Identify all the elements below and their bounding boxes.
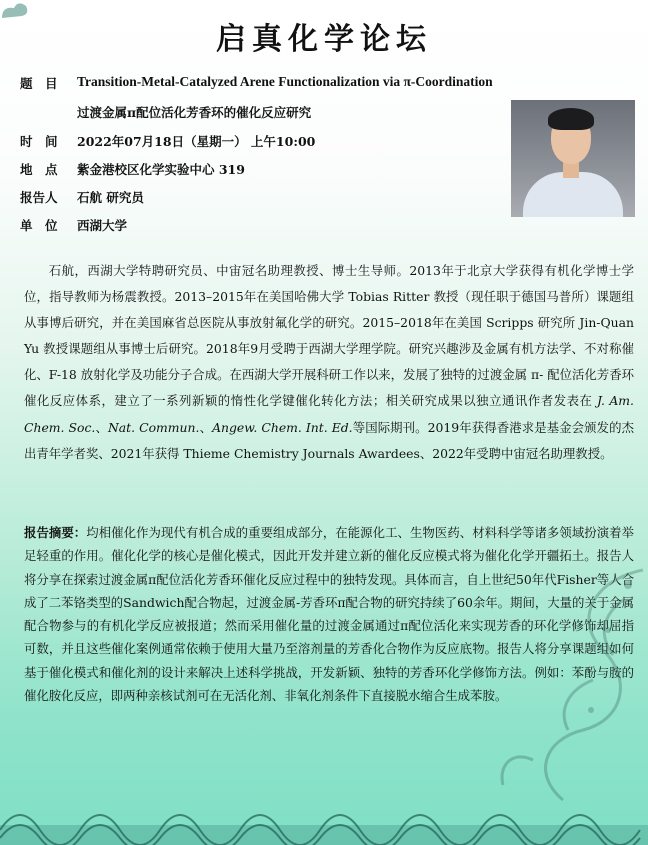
abstract-body: 均相催化作为现代有机合成的重要组成部分，在能源化工、生物医药、材料科学等诸多领域扮演着举足轻重的作用。催化化学的核心是催化模式，因此开发并建立新的催化反应模式将为催化化学开疆拓土。报告人将分享在探索过渡金属π配位活化芳香环催化反应过程中的独特发现。具体而言，自上世纪50年代Fisher等人合成了二苯铬类型的Sandwich配合物起，过渡金属-芳香环π配合物的研究持续了60余年。期间，大量的关于金属配合物参与的有机化学反应被报道；然而采用催化量的过渡金属通过π配位活化来实现芳香的环化学修饰却屈指可数，并且这些催化案例通常依赖于使用大量乃至溶剂量的芳香化合物作为反应底物。报告人将分享课题组如何基于催化模式和催化剂的设计来解决上述科学挑战，开发新颖、独特的芳香环化学修饰方法。例如：苯酚与胺的催化胺化反应，即两种亲核试剂可在无活化剂、非氧化剂条件下直接脱水缩合生成苯胺。 (24, 525, 635, 704)
report-abstract (24, 521, 634, 707)
speaker-bio (24, 258, 634, 467)
topic-label: 题 目 (20, 76, 58, 91)
place-label: 地 点 (20, 162, 58, 177)
wave-border-decoration (0, 790, 648, 845)
journal-nat-commun: Nat. Commun. (107, 419, 200, 435)
time-value: 2022年07月18日（星期一） 上午10:00 (77, 134, 316, 149)
abstract-heading: 报告摘要： (24, 525, 87, 540)
page-title: 启真化学论坛 (216, 22, 432, 57)
time-label: 时 间 (20, 134, 58, 149)
topic-chinese: 过渡金属π配位活化芳香环的催化反应研究 (77, 105, 312, 120)
cloud-icon (0, 0, 30, 22)
speaker-photo (511, 100, 635, 217)
topic-english: Transition-Metal-Catalyzed Arene Functionalization via π-Coordination (77, 74, 493, 89)
bio-separator: 、 (95, 419, 108, 435)
journal-jacs: J. Am. Chem. Soc. (24, 393, 634, 435)
unit-value: 西湖大学 (77, 218, 128, 233)
unit-label: 单 位 (20, 218, 58, 233)
bio-separator: 、 (199, 419, 213, 435)
place-value: 紫金港校区化学实验中心 319 (77, 162, 245, 177)
bio-text-1: 石航，西湖大学特聘研究员、中宙冠名助理教授、博士生导师。2013年于北京大学获得有机化学博士学位，指导教师为杨震教授。2013–2015年在美国哈佛大学 Tobias Ritter 教授（现任职于德国马普所）课题组从事博后研究，并在美国麻省总医院从事放射氟化学的研究。2015–2018年在美国 Scripps 研究所 Jin-Quan Yu 教授课题组从事博士后研究。2018年9月受聘于西湖大学理学院。研究兴趣涉及金属有机方法学、不对称催化、F-18 放射化学及功能分子合成。在西湖大学开展科研工作以来，发展了独特的过渡金属 π- 配位活化芳香环催化反应体系，建立了一系列新颖的惰性化学键催化转化方法；相关研究成果以独立通讯作者发表在 (24, 263, 634, 409)
journal-angew: Angew. Chem. Int. Ed. (212, 419, 353, 435)
bio-text-2: 等国际期刊。2019年获得香港求是基金会颁发的杰出青年学者奖、2021年获得 Thieme Chemistry Journals Awardees、2022年受聘中宙冠名助理教授。 (24, 419, 634, 461)
speaker-label: 报告人 (20, 190, 58, 205)
speaker-value: 石航 研究员 (77, 190, 144, 205)
